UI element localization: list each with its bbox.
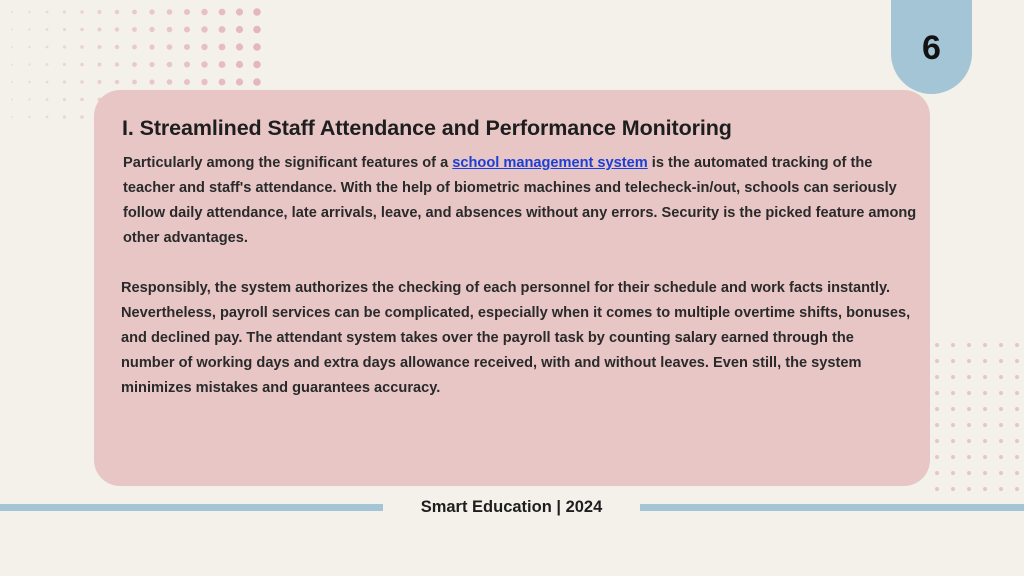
decorative-dot [28,28,30,30]
decorative-dot [167,62,173,68]
decorative-dot [1015,471,1019,475]
decorative-dot [236,26,243,33]
decorative-dot [184,44,190,50]
decorative-dot [98,80,102,84]
decorative-dot [253,78,261,86]
decorative-dot [46,63,49,66]
decorative-dot [999,375,1003,379]
decorative-dot [236,8,243,15]
decorative-dot [236,43,243,50]
decorative-dot [11,11,13,13]
decorative-dot [983,343,987,347]
decorative-dot [132,62,137,67]
decorative-dot [132,45,137,50]
decorative-dot [951,455,955,459]
decorative-dot [253,8,261,16]
decorative-dot [115,45,119,49]
decorative-dot [967,455,971,459]
decorative-dot [951,439,955,443]
decorative-dot [11,99,13,101]
decorative-dot [11,116,13,118]
decorative-dot [236,61,243,68]
decorative-dot [201,26,207,32]
decorative-dot [983,407,987,411]
decorative-dot [132,10,137,15]
decorative-dot [935,407,939,411]
decorative-dot [98,10,102,14]
decorative-dot [184,9,190,15]
decorative-dot [46,28,49,31]
decorative-dot [28,98,30,100]
decorative-dot [983,391,987,395]
decorative-dot [201,9,207,15]
decorative-dot [951,359,955,363]
decorative-dot [967,439,971,443]
decorative-dot [951,375,955,379]
decorative-dot [999,359,1003,363]
decorative-dot [935,455,939,459]
paragraph-text-after-link: is the automated tracking of the teacher and staff's attendance. With the help of biometric machines and telecheck-in/out, schools can seriously follow daily attendance, late arrivals, leave, and absences without any errors. Security is the picked feature among other advantages. [123,155,917,246]
decorative-dot [983,487,987,491]
decorative-dot [63,98,66,101]
decorative-dot [983,375,987,379]
decorative-dot [149,44,154,49]
decorative-dot [967,471,971,475]
decorative-dot [935,359,939,363]
decorative-dot [115,80,119,84]
footer-divider-left [0,504,383,511]
decorative-dot [80,10,84,14]
decorative-dot [63,45,66,48]
decorative-dot [219,61,226,68]
decorative-dot [63,80,66,83]
school-management-system-link[interactable]: school management system [452,155,648,171]
decorative-dot [80,98,84,102]
decorative-dot [63,28,66,31]
decorative-dot [1015,423,1019,427]
decorative-dot [967,375,971,379]
decorative-dot [98,45,102,49]
decorative-dot [967,423,971,427]
decorative-dot [967,343,971,347]
decorative-dot [80,45,84,49]
paragraph-attendance-tracking [123,151,923,251]
decorative-dot [132,80,137,85]
decorative-dot [184,62,190,68]
decorative-dot [115,62,119,66]
decorative-dot [999,391,1003,395]
decorative-dot [80,80,84,84]
decorative-dot [115,10,119,14]
decorative-dot [201,61,207,67]
decorative-dot [951,407,955,411]
decorative-dot [28,116,30,118]
decorative-dot [951,471,955,475]
decorative-dot [98,28,102,32]
decorative-dot [999,423,1003,427]
decorative-dot [983,471,987,475]
decorative-dot [983,439,987,443]
decorative-dot-pattern-bottom [925,335,1024,505]
decorative-dot [967,391,971,395]
decorative-dot [1015,487,1019,491]
decorative-dot [999,343,1003,347]
decorative-dot [253,61,261,69]
decorative-dot [983,455,987,459]
decorative-dot [28,81,30,83]
decorative-dot [132,27,137,32]
decorative-dot [967,407,971,411]
slide-title: I. Streamlined Staff Attendance and Performance Monitoring [122,116,732,140]
decorative-dot [149,9,154,14]
paragraph-text-before-link: Particularly among the significant features of a [123,155,453,171]
decorative-dot [167,27,173,33]
footer-divider-right [640,504,1024,511]
decorative-dot [167,9,173,15]
decorative-dot [28,46,30,48]
decorative-dot [967,359,971,363]
decorative-dot [201,44,207,50]
decorative-dot [46,11,49,14]
decorative-dot [46,46,49,49]
decorative-dot [1015,375,1019,379]
decorative-dot [935,471,939,475]
decorative-dot [219,26,226,33]
decorative-dot [999,407,1003,411]
decorative-dot [184,27,190,33]
decorative-dot [46,116,49,119]
decorative-dot [167,79,173,85]
decorative-dot [63,10,66,13]
decorative-dot [115,27,119,31]
decorative-dot [1015,359,1019,363]
decorative-dot [11,64,13,66]
decorative-dot [999,439,1003,443]
decorative-dot [184,79,190,85]
decorative-dot [983,359,987,363]
decorative-dot [935,375,939,379]
decorative-dot [935,391,939,395]
decorative-dot [999,487,1003,491]
decorative-dot [1015,455,1019,459]
decorative-dot [80,63,84,67]
decorative-dot [1015,407,1019,411]
decorative-dot [951,423,955,427]
decorative-dot [935,423,939,427]
decorative-dot [201,79,207,85]
decorative-dot [11,29,13,31]
decorative-dot [219,44,226,51]
decorative-dot [951,343,955,347]
decorative-dot [63,115,66,118]
decorative-dot [11,46,13,48]
decorative-dot [219,9,226,16]
decorative-dot [1015,391,1019,395]
decorative-dot [149,79,154,84]
decorative-dot [951,487,955,491]
decorative-dot [253,26,261,34]
decorative-dot [951,391,955,395]
decorative-dot [236,78,243,85]
decorative-dot [98,63,102,67]
decorative-dot [80,28,84,32]
footer-caption: Smart Education | 2024 [420,498,603,516]
decorative-dot [80,115,84,119]
decorative-dot [46,81,49,84]
decorative-dot [935,487,939,491]
decorative-dot [28,11,30,13]
decorative-dot [999,455,1003,459]
page-number: 6 [922,29,941,67]
decorative-dot [11,81,13,83]
decorative-dot [253,43,261,51]
decorative-dot [967,487,971,491]
decorative-dot [167,44,173,50]
decorative-dot [935,439,939,443]
decorative-dot [149,27,154,32]
decorative-dot [1015,343,1019,347]
paragraph-payroll: Responsibly, the system authorizes the checking of each personnel for their schedule and work facts instantly. Nevertheless, payroll services can be complicated, especially when it comes to multiple overtime shifts, bonuses, and declined pay. The attendant system takes over the payroll task by counting salary earned through the number of working days and extra days allowance received, with and without leaves. Even still, the system minimizes mistakes and guarantees accuracy. [121,280,911,396]
decorative-dot [46,98,49,101]
decorative-dot [983,423,987,427]
decorative-dot [63,63,66,66]
decorative-dot [28,63,30,65]
decorative-dot [935,343,939,347]
decorative-dot [1015,439,1019,443]
decorative-dot [999,471,1003,475]
decorative-dot [219,79,226,86]
decorative-dot [149,62,154,67]
